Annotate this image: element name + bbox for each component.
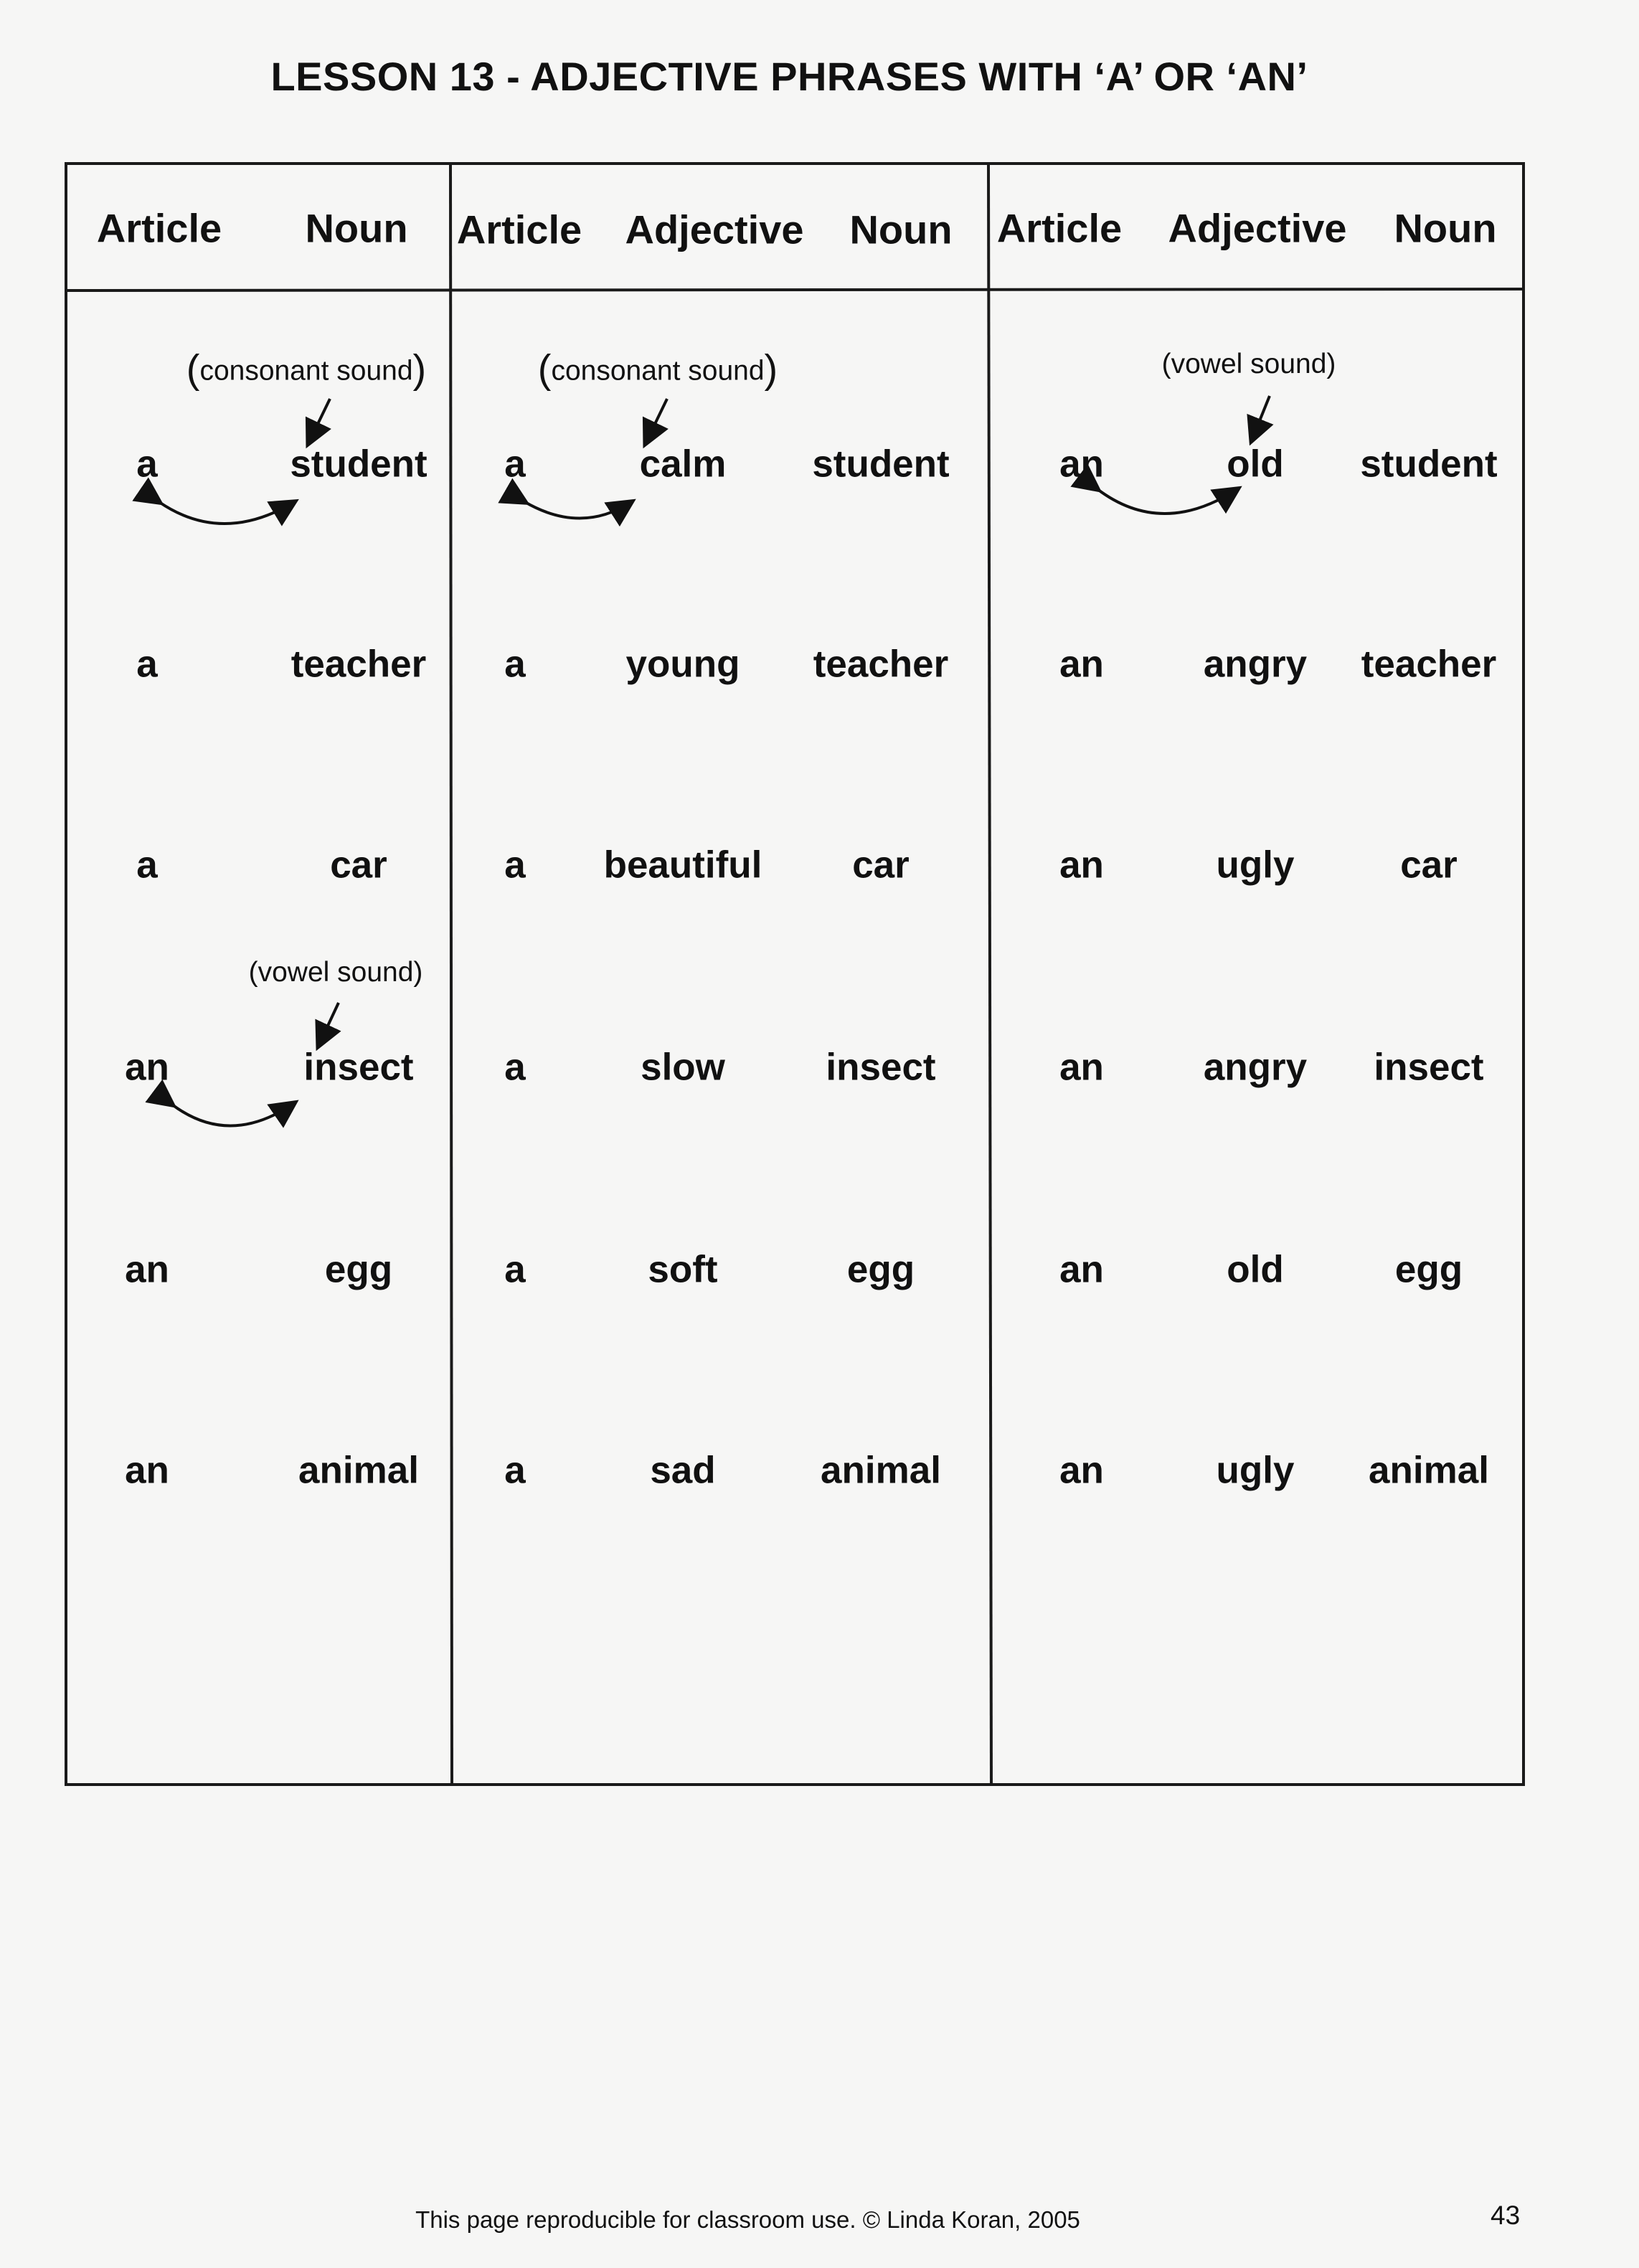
- cell-article: a: [136, 443, 158, 486]
- header-adjective: Adjective: [625, 207, 804, 252]
- link-arrow: [525, 502, 631, 519]
- cell-adjective: soft: [648, 1248, 718, 1291]
- cell-article: a: [504, 844, 526, 887]
- annotation-vowel-sound: (vowel sound): [1161, 349, 1336, 379]
- link-arrow: [172, 1103, 294, 1126]
- cell-article: a: [504, 643, 526, 686]
- cell-noun: insect: [826, 1046, 936, 1089]
- header-article: Article: [996, 205, 1123, 251]
- pointer-arrow: [1252, 396, 1270, 440]
- cell-noun: animal: [821, 1449, 941, 1492]
- cell-noun: insect: [303, 1046, 414, 1089]
- page-number: 43: [1491, 2201, 1521, 2230]
- cell-adjective: slow: [641, 1046, 725, 1089]
- cell-article: a: [136, 844, 158, 887]
- cell-noun: car: [852, 844, 910, 887]
- cell-article: an: [125, 1248, 169, 1291]
- cell-adjective: old: [1227, 1248, 1284, 1291]
- cell-article: an: [1059, 443, 1104, 486]
- cell-noun: egg: [1394, 1248, 1463, 1291]
- cell-adjective: ugly: [1216, 844, 1295, 887]
- cell-adjective: angry: [1203, 1046, 1308, 1089]
- cell-noun: egg: [846, 1248, 915, 1291]
- cell-article: a: [504, 1449, 526, 1492]
- annotation-vowel-sound: (vowel sound): [248, 957, 423, 988]
- cell-adjective: sad: [650, 1449, 716, 1492]
- header-article: Article: [96, 205, 222, 251]
- pointer-arrow: [308, 399, 330, 443]
- link-arrow: [1097, 489, 1237, 514]
- cell-noun: car: [1400, 844, 1458, 887]
- cell-article: an: [125, 1046, 169, 1089]
- link-arrow: [159, 502, 294, 524]
- cell-adjective: beautiful: [603, 844, 762, 887]
- header-adjective: Adjective: [1168, 205, 1347, 251]
- cell-noun: teacher: [1361, 643, 1497, 686]
- cell-article: a: [504, 1248, 526, 1291]
- cell-noun: animal: [1369, 1449, 1489, 1492]
- header-noun: Noun: [849, 207, 953, 252]
- cell-article: an: [1059, 1449, 1104, 1492]
- cell-noun: insect: [1374, 1046, 1484, 1089]
- cell-article: a: [136, 643, 158, 686]
- annotation-consonant-sound: (consonant sound): [537, 346, 778, 392]
- footer-copyright: This page reproducible for classroom use. © Linda Koran, 2005: [415, 2206, 1080, 2233]
- cell-adjective: angry: [1203, 643, 1308, 686]
- cell-article: an: [1059, 844, 1104, 887]
- page-title: LESSON 13 - ADJECTIVE PHRASES WITH ‘A’ OR ‘AN’: [270, 54, 1308, 99]
- cell-article: an: [125, 1449, 169, 1492]
- cell-noun: egg: [324, 1248, 393, 1291]
- annotation-consonant-sound: (consonant sound): [186, 346, 427, 392]
- cell-adjective: old: [1227, 443, 1284, 486]
- cell-noun: student: [1360, 443, 1498, 486]
- pointer-arrow: [318, 1003, 339, 1046]
- header-article: Article: [456, 207, 582, 252]
- header-noun: Noun: [305, 205, 408, 251]
- cell-adjective: calm: [639, 443, 727, 486]
- cell-noun: animal: [298, 1449, 419, 1492]
- cell-noun: car: [330, 844, 387, 887]
- cell-noun: student: [290, 443, 428, 486]
- cell-adjective: ugly: [1216, 1449, 1295, 1492]
- cell-article: a: [504, 1046, 526, 1089]
- cell-adjective: young: [625, 643, 740, 686]
- cell-noun: student: [812, 443, 950, 486]
- cell-noun: teacher: [813, 643, 949, 686]
- cell-article: a: [504, 443, 526, 486]
- cell-article: an: [1059, 1248, 1104, 1291]
- header-noun: Noun: [1394, 205, 1497, 251]
- cell-article: an: [1059, 1046, 1104, 1089]
- cell-noun: teacher: [291, 643, 427, 686]
- cell-article: an: [1059, 643, 1104, 686]
- pointer-arrow: [646, 399, 667, 443]
